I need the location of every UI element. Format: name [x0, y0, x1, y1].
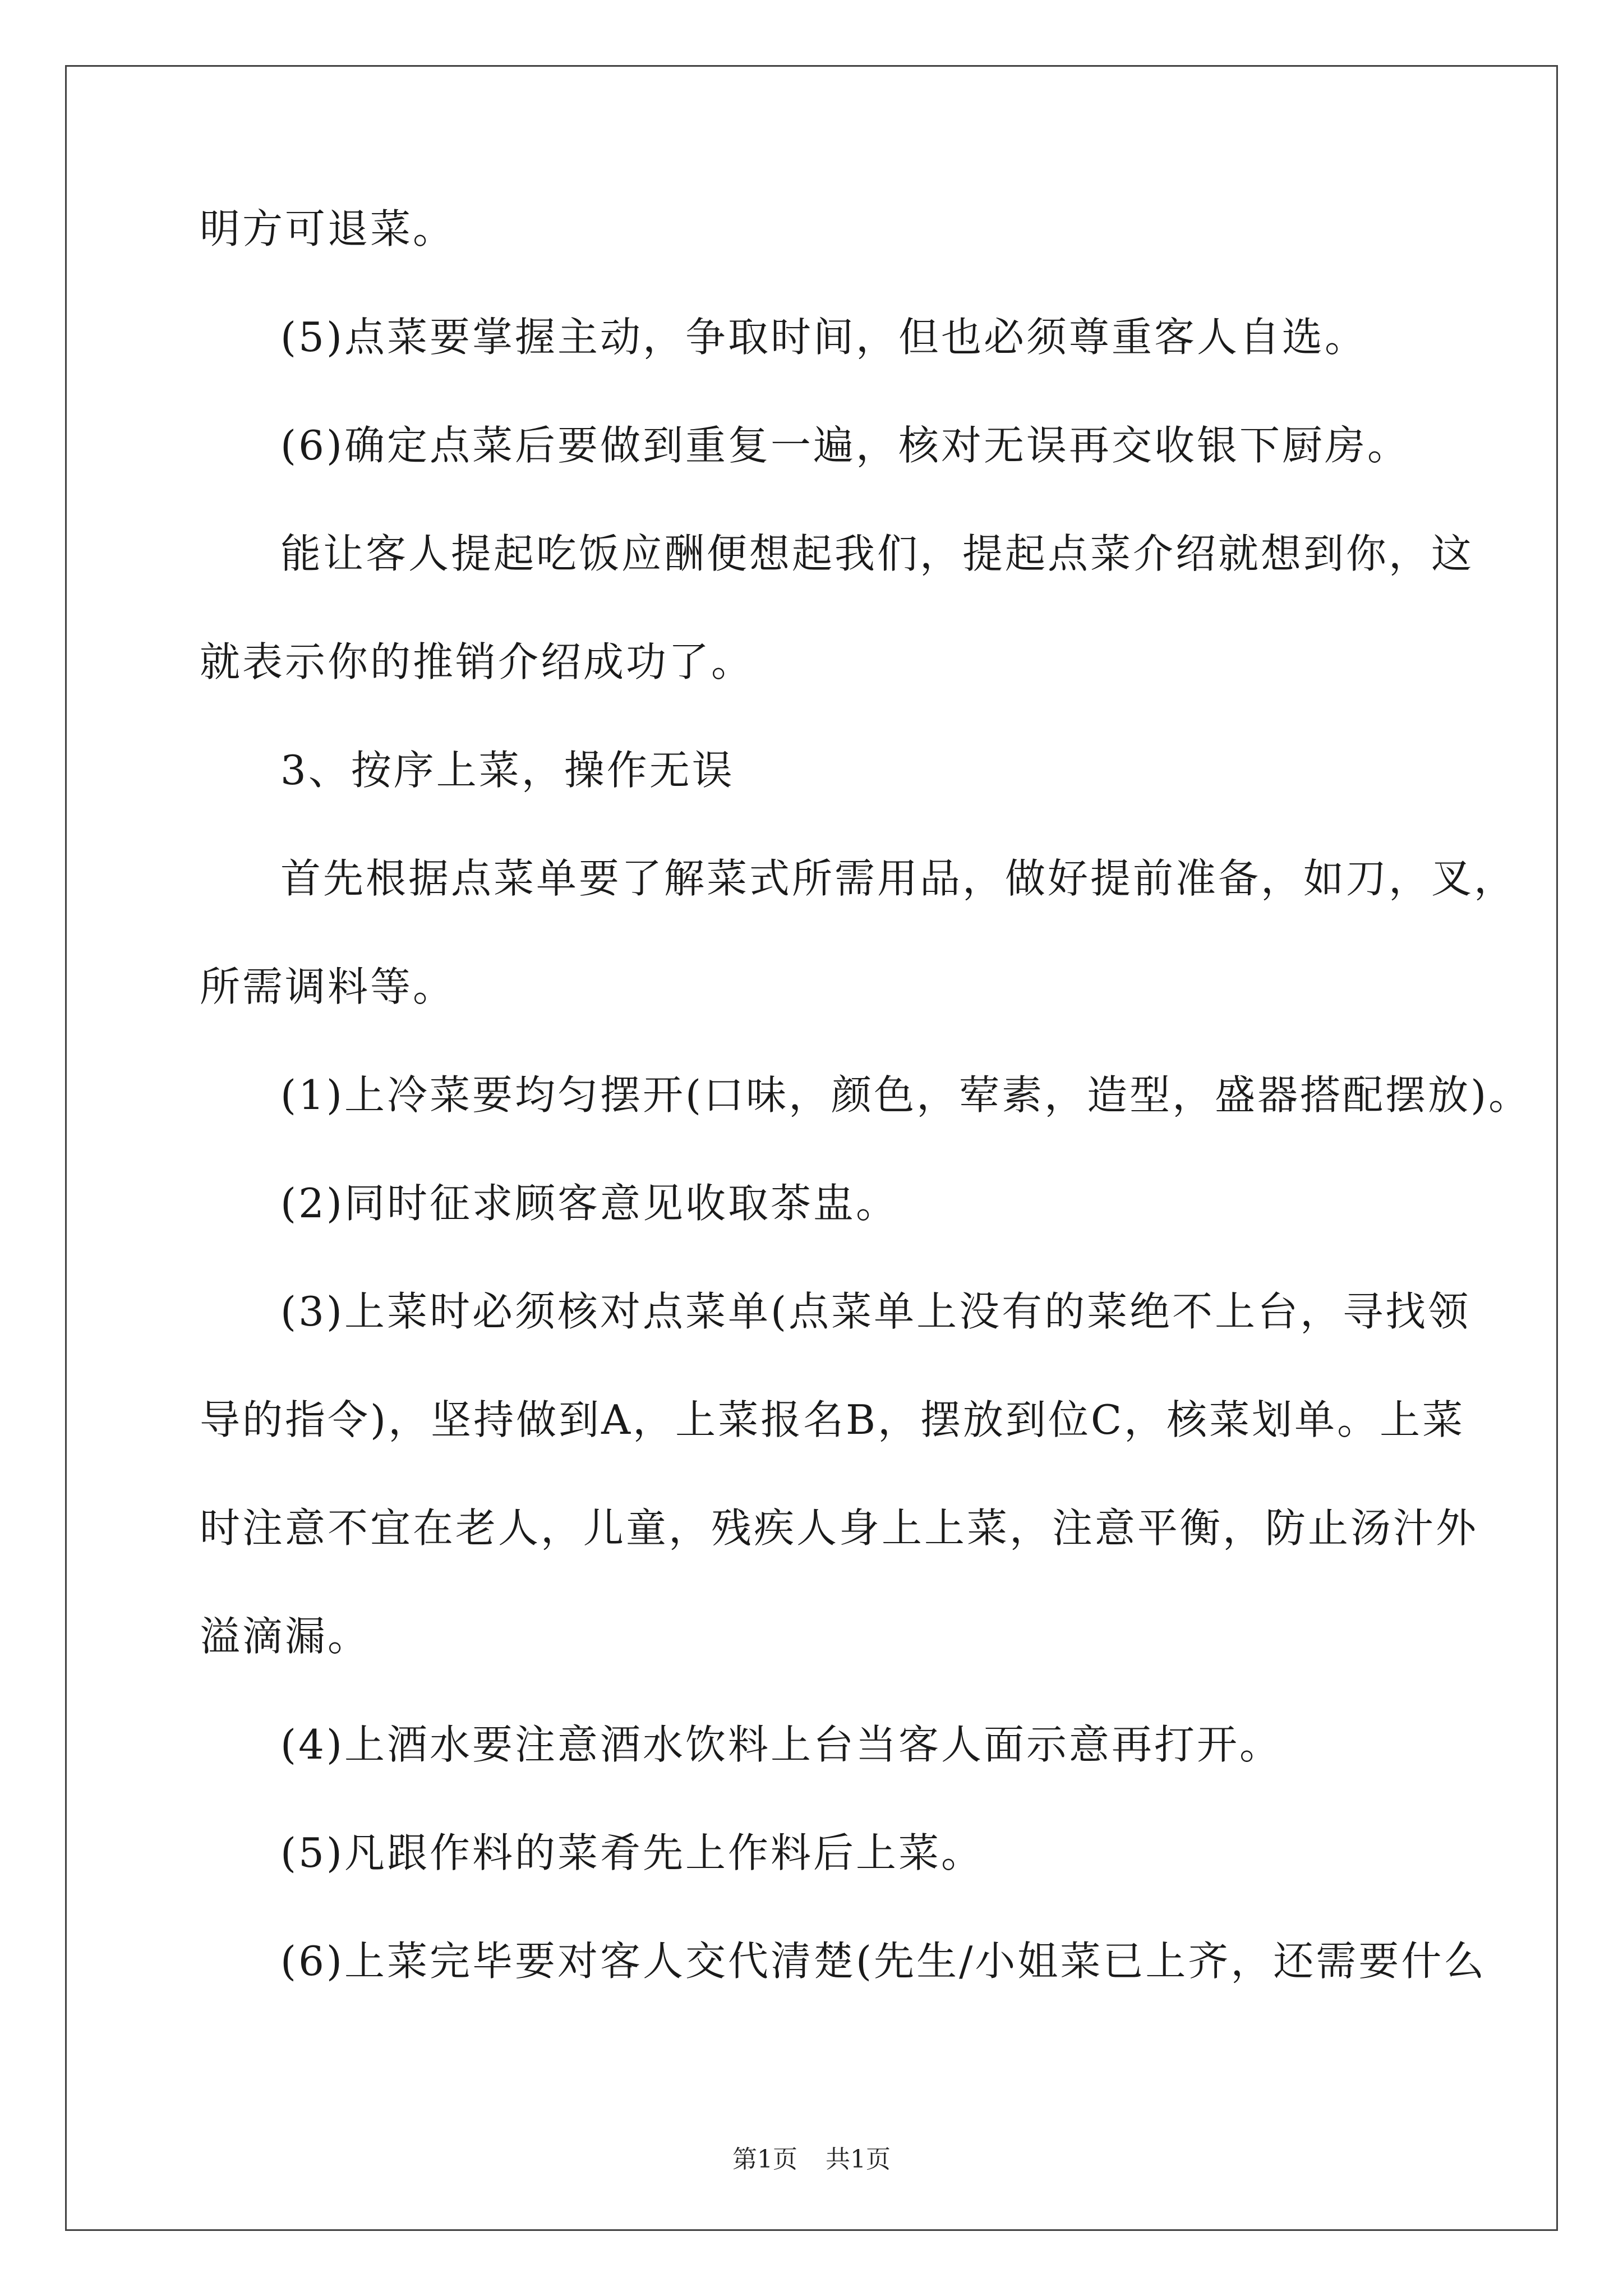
text-line: (6)确定点菜后要做到重复一遍，核对无误再交收银下厨房。	[280, 422, 1410, 469]
text-line: (5)凡跟作料的菜肴先上作料后上菜。	[280, 1829, 984, 1876]
text-line: 能让客人提起吃饭应酬便想起我们，提起点菜介绍就想到你，这	[280, 530, 1474, 577]
text-line: (5)点菜要掌握主动，争取时间，但也必须尊重客人自选。	[280, 314, 1367, 361]
text-line: 明方可退菜。	[200, 205, 456, 252]
text-line: 所需调料等。	[200, 963, 456, 1010]
text-line: (1)上冷菜要均匀摆开(口味，颜色，荤素，造型，盛器搭配摆放)。	[280, 1071, 1532, 1119]
page-border	[65, 65, 1558, 2231]
page-footer	[0, 2144, 1623, 2175]
text-line: (3)上菜时必须核对点菜单(点菜单上没有的菜绝不上台，寻找领	[280, 1288, 1471, 1335]
text-line: (2)同时征求顾客意见收取茶盅。	[280, 1180, 898, 1227]
text-line: 首先根据点菜单要了解菜式所需用品，做好提前准备，如刀，叉，	[280, 855, 1517, 902]
text-line: (4)上酒水要注意酒水饮料上台当客人面示意再打开。	[280, 1721, 1282, 1768]
text-line: (6)上菜完毕要对客人交代清楚(先生/小姐菜已上齐，还需要什么	[280, 1938, 1487, 1985]
page-total: 共1页	[826, 2145, 891, 2174]
page-number: 第1页	[732, 2145, 797, 2174]
section-heading: 3、按序上菜，操作无误	[280, 747, 735, 794]
text-line: 导的指令)，坚持做到A，上菜报名B，摆放到位C，核菜划单。上菜	[200, 1396, 1465, 1443]
text-line: 就表示你的推销介绍成功了。	[200, 638, 754, 685]
text-line: 时注意不宜在老人，儿童，残疾人身上上菜，注意平衡，防止汤汁外	[200, 1504, 1479, 1552]
text-line: 溢滴漏。	[200, 1613, 371, 1660]
